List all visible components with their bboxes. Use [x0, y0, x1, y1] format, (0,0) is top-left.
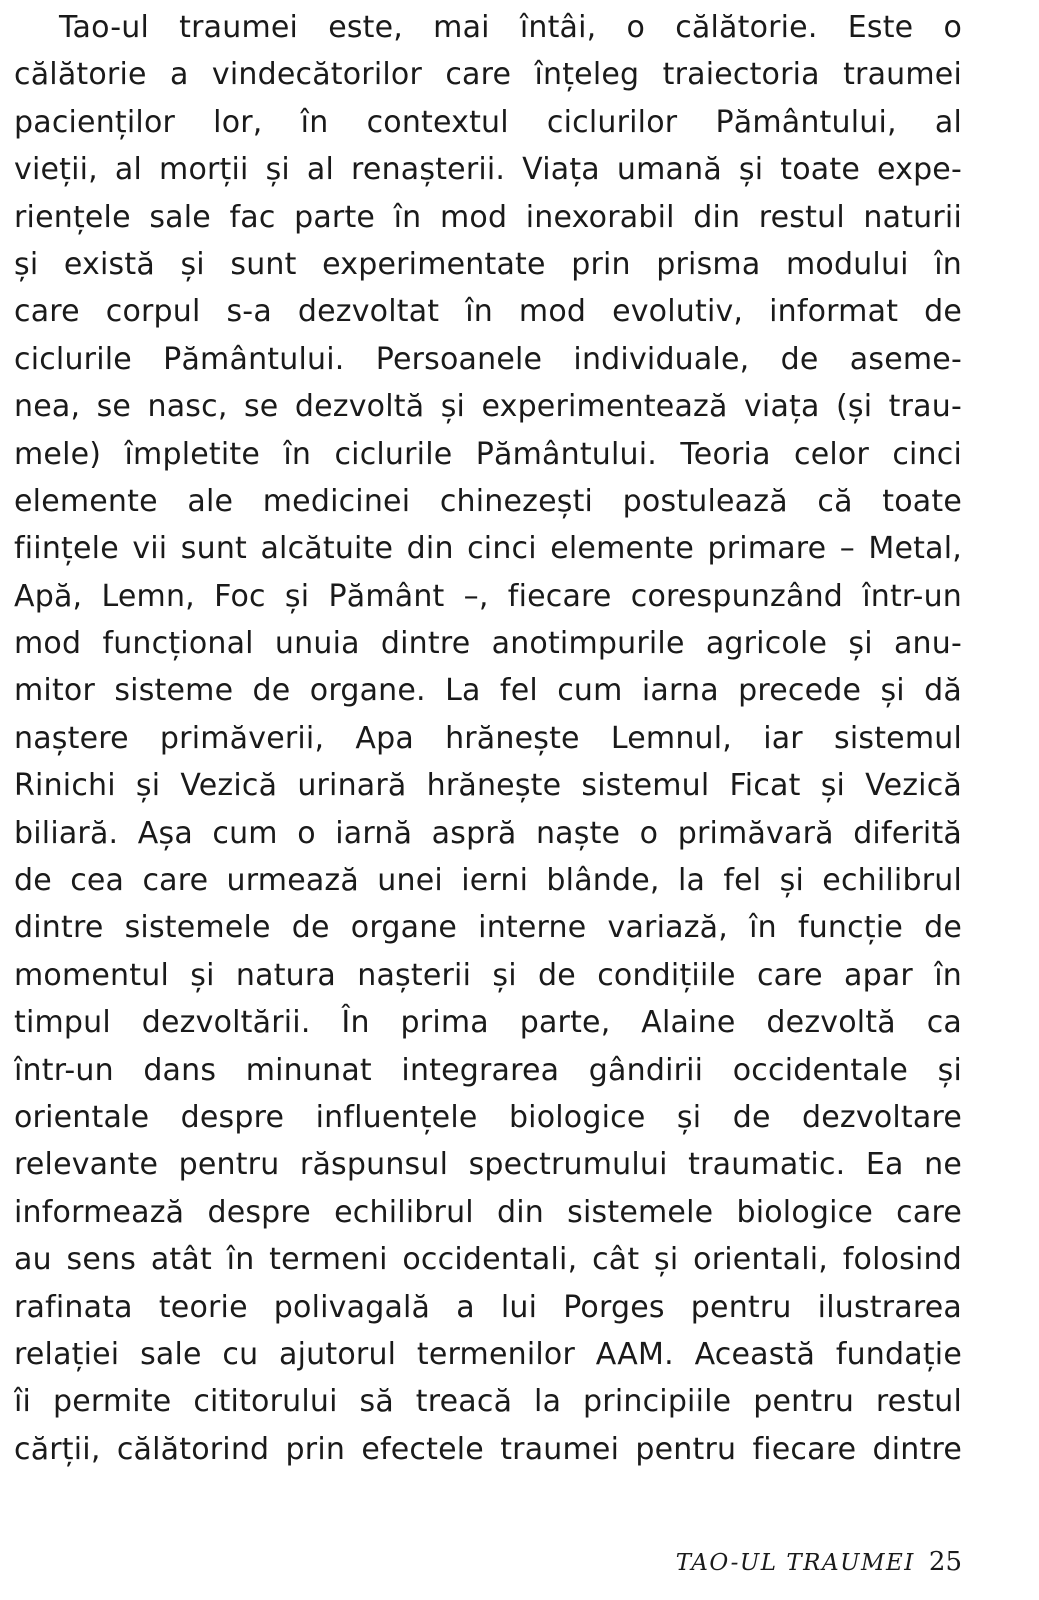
text-line: timpul dezvoltării. În prima parte, Alaine dezvoltă ca	[14, 1005, 962, 1041]
text-line: elemente ale medicinei chinezești postulează că toate	[14, 483, 962, 519]
text-line: biliară. Așa cum o iarnă aspră naște o primăvară diferită	[14, 815, 962, 851]
text-line: într-un dans minunat integrarea gândirii occidentale și	[14, 1052, 962, 1088]
text-line: și există și sunt experimentate prin prisma modului în	[14, 246, 962, 282]
text-line: pacienților lor, în contextul ciclurilor Pământului, al	[14, 104, 962, 140]
text-line: Tao-ul traumei este, mai întâi, o călătorie. Este o	[59, 10, 962, 45]
text-line: de cea care urmează unei ierni blânde, la fel și echilibrul	[14, 863, 962, 899]
page-number: 25	[928, 1547, 962, 1577]
text-line: Apă, Lemn, Foc și Pământ –, fiecare corespunzând într-un	[14, 578, 962, 614]
text-line: informează despre echilibrul din sistemele biologice care	[14, 1194, 962, 1230]
page-footer	[676, 1547, 962, 1577]
text-line: relației sale cu ajutorul termenilor AAM. Această fundație	[14, 1336, 962, 1372]
text-line: vieții, al morții și al renașterii. Viața umană și toate expe-	[14, 152, 962, 188]
text-line: Rinichi și Vezică urinară hrănește sistemul Ficat și Vezică	[14, 768, 962, 804]
text-line: călătorie a vindecătorilor care înțeleg traiectoria traumei	[14, 57, 962, 93]
text-line: rafinata teorie polivagală a lui Porges pentru ilustrarea	[14, 1289, 962, 1325]
text-line: dintre sistemele de organe interne variază, în funcție de	[14, 910, 962, 946]
text-line: ciclurile Pământului. Persoanele individuale, de aseme-	[14, 341, 962, 377]
text-line: cărții, călătorind prin efectele traumei pentru fiecare dintre	[14, 1431, 962, 1467]
text-line: naștere primăverii, Apa hrănește Lemnul, iar sistemul	[14, 720, 962, 756]
text-line: momentul și natura nașterii și de condițiile care apar în	[14, 957, 962, 993]
text-line: ființele vii sunt alcătuite din cinci elemente primare – Metal,	[14, 531, 962, 567]
running-title: TAO-UL TRAUMEI	[675, 1550, 915, 1576]
body-text	[14, 4, 962, 1473]
text-line: îi permite cititorului să treacă la principiile pentru restul	[14, 1384, 962, 1420]
text-line: orientale despre influențele biologice și de dezvoltare	[14, 1099, 962, 1135]
text-line: care corpul s-a dezvoltat în mod evolutiv, informat de	[14, 294, 962, 330]
text-line: au sens atât în termeni occidentali, cât și orientali, folosind	[14, 1242, 962, 1278]
text-line: mitor sisteme de organe. La fel cum iarna precede și dă	[14, 673, 962, 709]
text-line: relevante pentru răspunsul spectrumului traumatic. Ea ne	[14, 1147, 962, 1183]
text-line: mod funcțional unuia dintre anotimpurile agricole și anu-	[14, 626, 962, 662]
text-line: mele) împletite în ciclurile Pământului. Teoria celor cinci	[14, 436, 962, 472]
text-line: riențele sale fac parte în mod inexorabil din restul naturii	[14, 199, 962, 235]
text-line: nea, se nasc, se dezvoltă și experimentează viața (și trau-	[14, 389, 962, 425]
